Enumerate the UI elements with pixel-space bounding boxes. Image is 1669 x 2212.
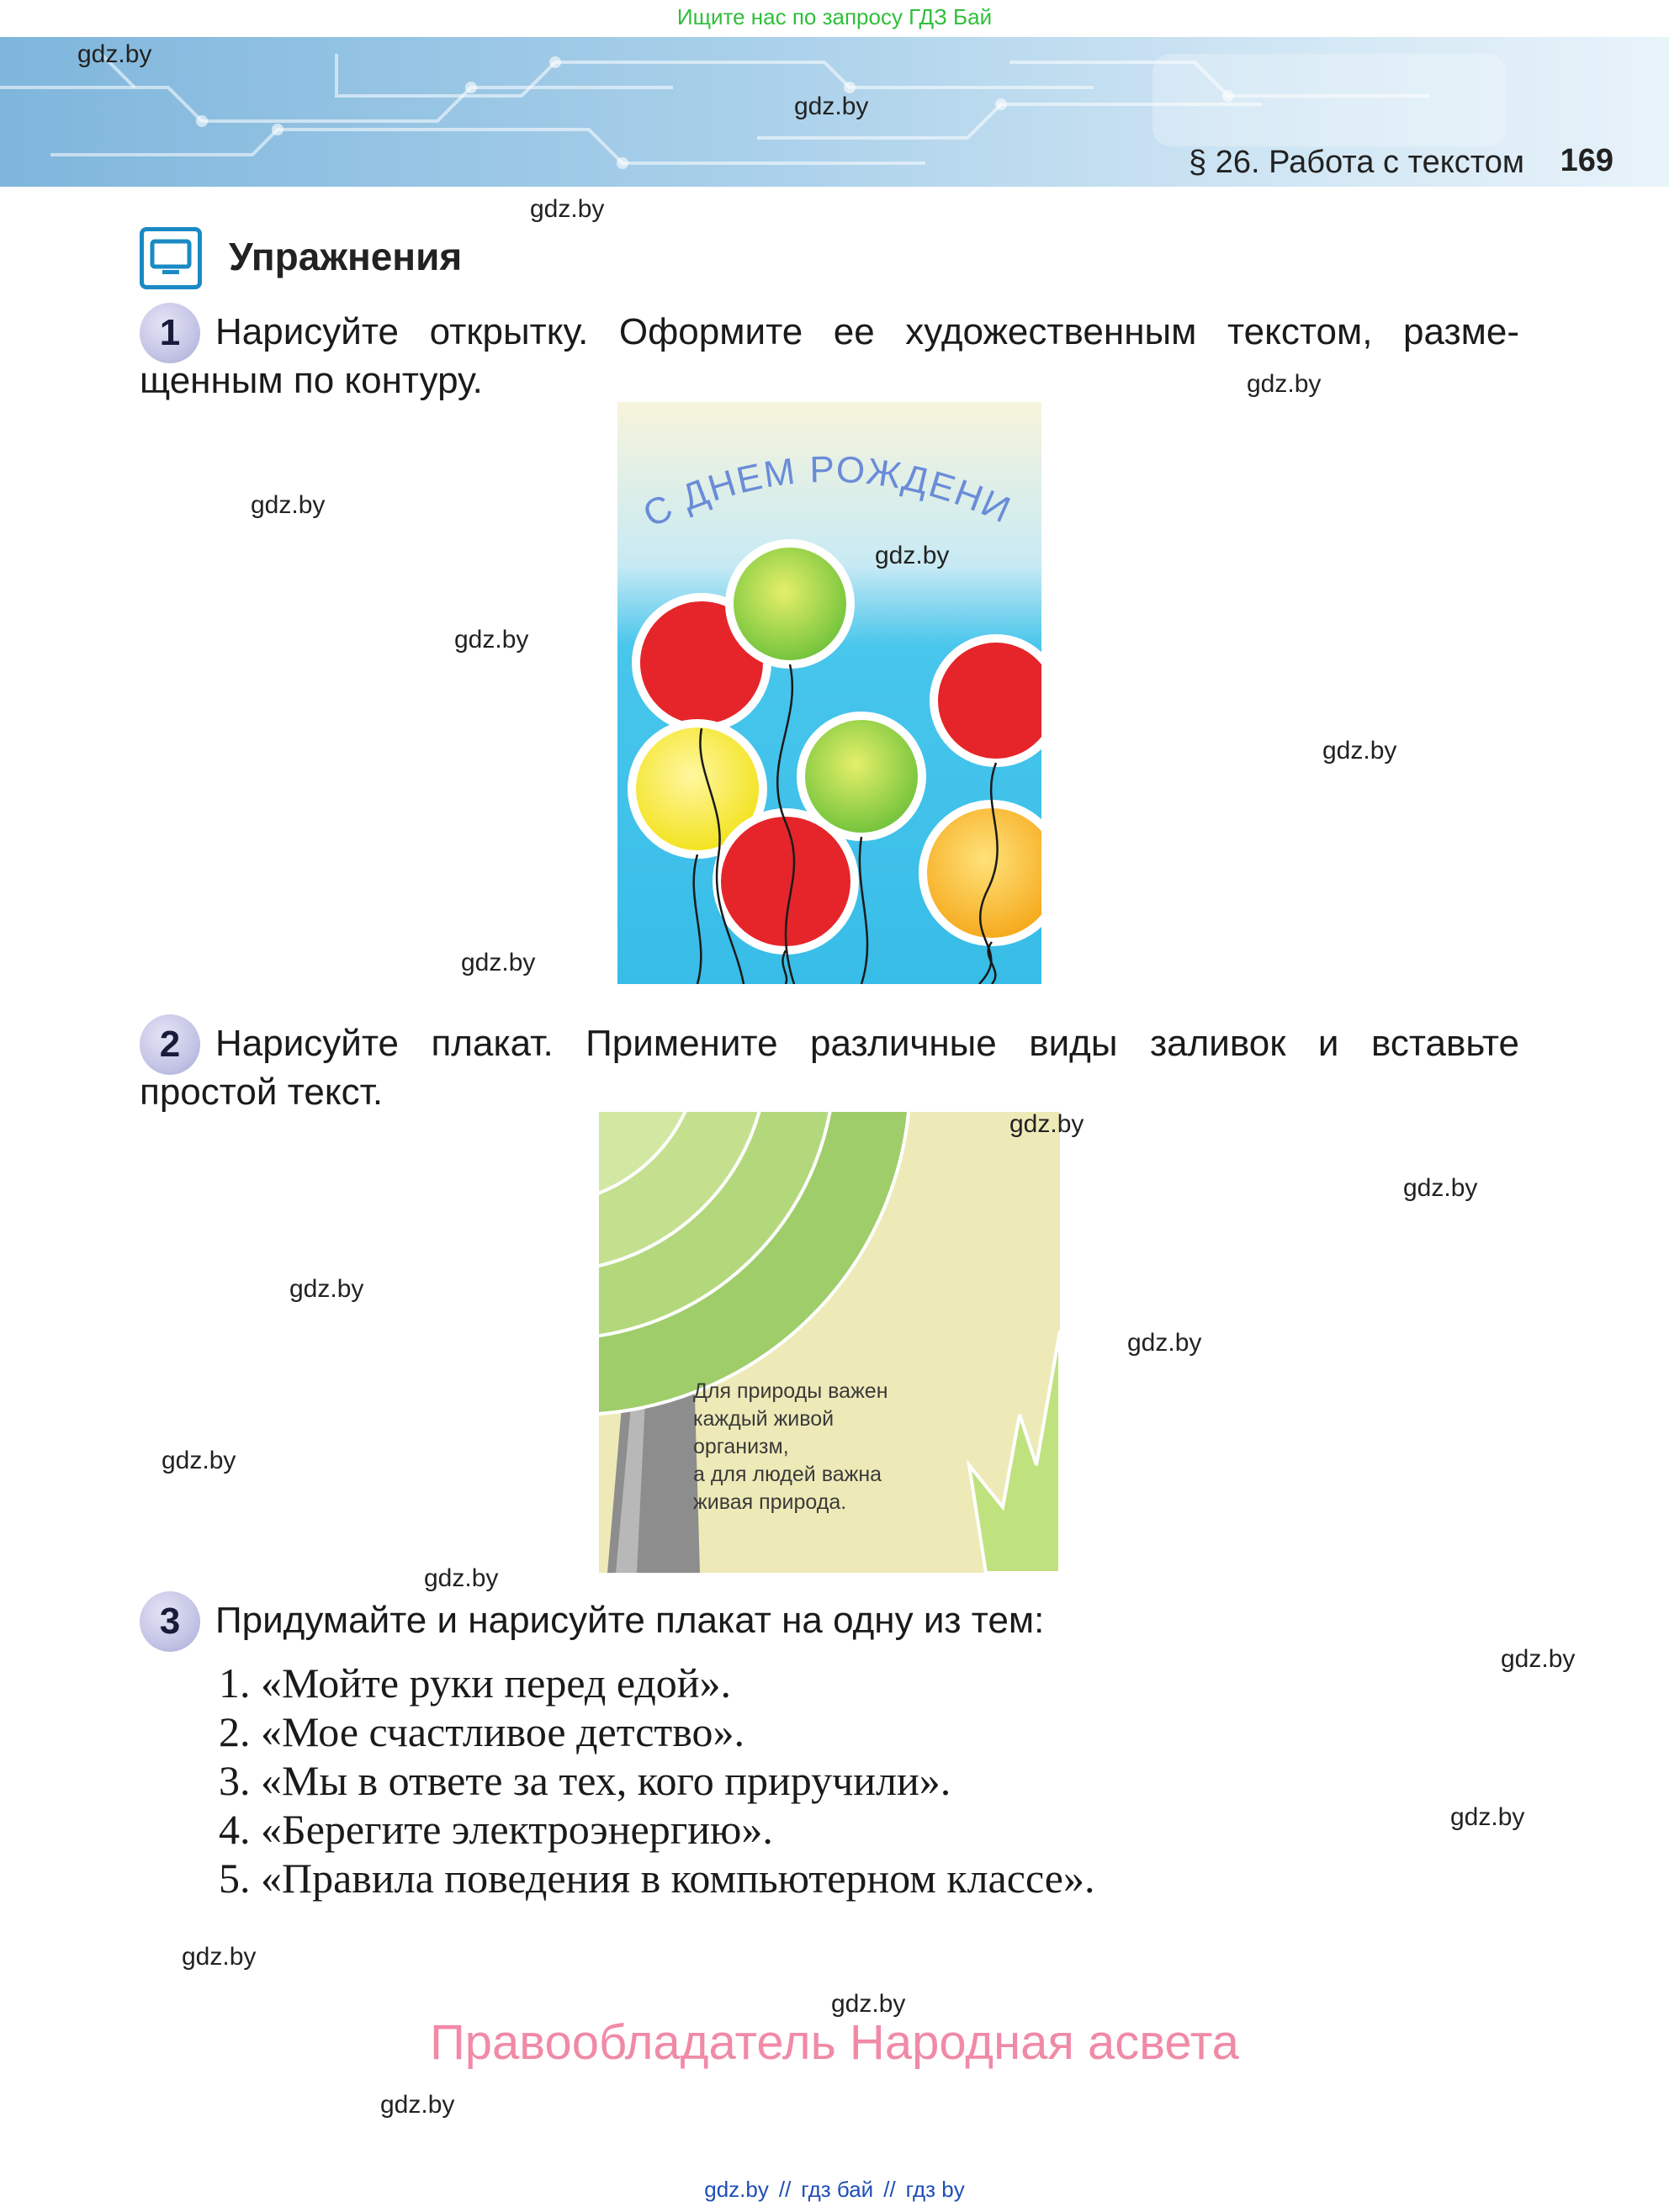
footer-links [0, 2177, 1669, 2203]
watermark: gdz.by [1247, 370, 1322, 398]
page-number: 169 [1560, 143, 1613, 178]
card-arc-text: С ДНЕМ РОЖДЕНИ [636, 448, 1018, 536]
poster-line-2: каждый живой [693, 1407, 834, 1431]
task-1-text-line-1: Нарисуйте открытку. Оформите ее художественным текстом, разме- [215, 311, 1519, 352]
watermark: gdz.by [162, 1447, 236, 1474]
task-1-text-line-2: щенным по контуру. [140, 360, 483, 401]
watermark: gdz.by [461, 949, 536, 976]
watermark: gdz.by [1450, 1803, 1525, 1831]
watermark: gdz.by [380, 2091, 455, 2119]
nature-poster-drawing [599, 1112, 1060, 1573]
task-3-item-1: 1. «Мойте руки перед едой». [219, 1659, 732, 1707]
footer-separator: // [778, 2177, 792, 2202]
watermark: gdz.by [289, 1275, 364, 1303]
watermark: gdz.by [1501, 1645, 1576, 1673]
footer-link-gdz-by[interactable]: gdz.by [704, 2177, 769, 2202]
task-3-item-5: 5. «Правила поведения в компьютерном классе». [219, 1855, 1095, 1902]
top-banner-text: Ищите нас по запросу ГДЗ Бай [676, 4, 993, 29]
watermark: gdz.by [1322, 737, 1397, 765]
watermark: gdz.by [530, 195, 605, 223]
watermark: gdz.by [77, 40, 152, 68]
nature-poster-image [599, 1112, 1060, 1573]
top-banner [0, 0, 1669, 37]
footer-link-gdz-by-ru[interactable]: гдз by [905, 2177, 965, 2202]
poster-line-3: организм, [693, 1435, 789, 1458]
watermark: gdz.by [424, 1564, 499, 1592]
watermark: gdz.by [454, 626, 529, 654]
task-2-number: 2 [140, 1014, 200, 1075]
footer-link-gdz-bai[interactable]: гдз бай [801, 2177, 874, 2202]
task-2-text-line-1: Нарисуйте плакат. Примените различные виды заливок и вставьте [215, 1023, 1519, 1064]
task-3-number: 3 [140, 1591, 200, 1652]
exercises-heading: Упражнения [229, 235, 463, 278]
task-3-item-3: 3. «Мы в ответе за тех, кого приручили». [219, 1757, 951, 1804]
footer-separator: // [883, 2177, 896, 2202]
task-3-item-4: 4. «Берегите электроэнергию». [219, 1806, 773, 1853]
task-1-number: 1 [140, 303, 200, 363]
watermark: gdz.by [1127, 1329, 1202, 1357]
watermark: gdz.by [875, 542, 950, 569]
rights-holder: Правообладатель Народная асвета [430, 2015, 1239, 2070]
section-title: § 26. Работа с текстом [1189, 145, 1524, 180]
watermark: gdz.by [182, 1943, 257, 1971]
watermark: gdz.by [251, 491, 326, 519]
watermark: gdz.by [1009, 1110, 1084, 1138]
task-3-item-2: 2. «Мое счастливое детство». [219, 1708, 745, 1755]
watermark: gdz.by [1403, 1174, 1478, 1202]
monitor-icon [140, 227, 202, 289]
task-1-line-1 [215, 308, 1519, 357]
birthday-card-image [617, 402, 1041, 984]
poster-line-5: живая природа. [693, 1490, 847, 1514]
poster-line-4: а для людей важна [693, 1463, 882, 1486]
task-2-text-line-2: простой текст. [140, 1072, 384, 1113]
task-2-line-1 [215, 1019, 1519, 1068]
watermark: gdz.by [831, 1990, 906, 2018]
watermark: gdz.by [794, 93, 869, 120]
birthday-card-drawing [617, 402, 1041, 984]
task-3-text-line-1: Придумайте и нарисуйте плакат на одну из тем: [215, 1600, 1045, 1641]
poster-line-1: Для природы важен [693, 1379, 888, 1403]
